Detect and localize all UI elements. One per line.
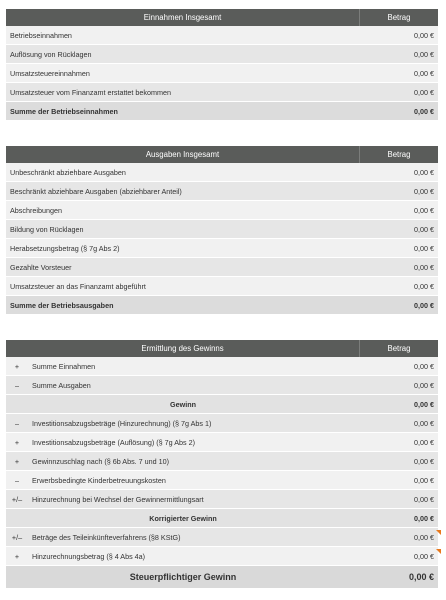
table-row xyxy=(6,64,438,83)
sum-value: 0,00 € xyxy=(414,300,434,310)
row-value: 0,00 € xyxy=(414,243,434,253)
row-value: 0,00 € xyxy=(414,456,434,466)
table-row xyxy=(6,83,438,102)
ausgaben-table xyxy=(6,146,438,315)
table-row xyxy=(6,45,438,64)
ausgaben-header-title: Ausgaben Insgesamt xyxy=(6,146,360,163)
einnahmen-header-title: Einnahmen Insgesamt xyxy=(6,9,360,26)
final-value: 0,00 € xyxy=(408,572,434,582)
row-value: 0,00 € xyxy=(414,186,434,196)
table-row xyxy=(6,414,438,433)
row-label: Gewinnzuschlag nach (§ 6b Abs. 7 und 10) xyxy=(32,456,170,466)
operator: + xyxy=(14,361,20,371)
row-value: 0,00 € xyxy=(414,262,434,272)
einnahmen-header-betrag: Betrag xyxy=(387,13,411,22)
operator: +/– xyxy=(11,494,23,504)
table-row xyxy=(6,277,438,296)
row-label: Beschränkt abziehbare Ausgaben (abziehbarer Anteil) xyxy=(10,186,182,196)
row-label: Hinzurechnungsbetrag (§ 4 Abs 4a) xyxy=(32,551,146,561)
row-label: Herabsetzungsbetrag (§ 7g Abs 2) xyxy=(10,243,120,253)
row-label: Hinzurechnung bei Wechsel der Gewinnermittlungsart xyxy=(32,494,204,504)
operator: – xyxy=(15,418,19,428)
final-label: Steuerpflichtiger Gewinn xyxy=(129,572,237,582)
row-value: 0,00 € xyxy=(414,87,434,97)
table-row xyxy=(6,528,438,547)
row-value: 0,00 € xyxy=(414,281,434,291)
table-row xyxy=(6,490,438,509)
gewinn-header-title: Ermittlung des Gewinns xyxy=(6,340,360,357)
einnahmen-sum-row xyxy=(6,102,438,121)
row-value: 0,00 € xyxy=(414,205,434,215)
operator: – xyxy=(15,380,19,390)
ausgaben-sum-row xyxy=(6,296,438,315)
final-total-row xyxy=(6,566,438,589)
editable-value-cell[interactable]: 0,00 € xyxy=(360,533,438,542)
row-label: Unbeschränkt abziehbare Ausgaben xyxy=(10,167,126,177)
table-row xyxy=(6,163,438,182)
row-label: Umsatzsteuer an das Finanzamt abgeführt xyxy=(10,281,146,291)
row-value: 0,00 € xyxy=(414,418,434,428)
row-value: 0,00 € xyxy=(414,49,434,59)
table-row xyxy=(6,376,438,395)
row-value: 0,00 € xyxy=(414,380,434,390)
editable-value-cell[interactable]: 0,00 € xyxy=(360,552,438,561)
row-label: Betriebseinnahmen xyxy=(10,30,72,40)
subtotal-label: Gewinn xyxy=(170,399,196,409)
row-label: Summe Einnahmen xyxy=(32,361,96,371)
operator: + xyxy=(14,437,20,447)
row-value: 0,00 € xyxy=(414,224,434,234)
operator: +/– xyxy=(11,532,23,542)
sum-label: Summe der Betriebseinnahmen xyxy=(10,106,118,116)
table-row xyxy=(6,547,438,566)
table-row xyxy=(6,26,438,45)
gewinn-header-betrag: Betrag xyxy=(387,344,411,353)
subtotal-value: 0,00 € xyxy=(414,513,434,523)
row-value: 0,00 € xyxy=(414,30,434,40)
einnahmen-table xyxy=(6,9,438,121)
operator: + xyxy=(14,456,20,466)
ausgaben-header-betrag: Betrag xyxy=(387,150,411,159)
gewinn-subtotal-row xyxy=(6,395,438,414)
table-row xyxy=(6,357,438,376)
table-row xyxy=(6,452,438,471)
table-row xyxy=(6,471,438,490)
row-label: Abschreibungen xyxy=(10,205,62,215)
row-value: 0,00 € xyxy=(414,361,434,371)
table-row xyxy=(6,239,438,258)
korrigiert-subtotal-row xyxy=(6,509,438,528)
row-label: Umsatzsteuereinnahmen xyxy=(10,68,90,78)
row-label: Gezahlte Vorsteuer xyxy=(10,262,72,272)
sum-label: Summe der Betriebsausgaben xyxy=(10,300,114,310)
gewinn-header xyxy=(6,340,438,357)
row-value: 0,00 € xyxy=(414,494,434,504)
row-label: Erwerbsbedingte Kinderbetreuungskosten xyxy=(32,475,166,485)
row-label: Summe Ausgaben xyxy=(32,380,91,390)
row-value: 0,00 € xyxy=(414,437,434,447)
operator: – xyxy=(15,475,19,485)
table-row xyxy=(6,201,438,220)
gewinn-table xyxy=(6,340,438,589)
table-row xyxy=(6,182,438,201)
subtotal-value: 0,00 € xyxy=(414,399,434,409)
row-label: Bildung von Rücklagen xyxy=(10,224,84,234)
sum-value: 0,00 € xyxy=(414,106,434,116)
operator: + xyxy=(14,551,20,561)
table-row xyxy=(6,433,438,452)
row-label: Umsatzsteuer vom Finanzamt erstattet bekommen xyxy=(10,87,171,97)
row-value: 0,00 € xyxy=(414,167,434,177)
row-value: 0,00 € xyxy=(414,475,434,485)
row-label: Investitionsabzugsbeträge (Auflösung) (§ 7g Abs 2) xyxy=(32,437,196,447)
table-row xyxy=(6,258,438,277)
einnahmen-header xyxy=(6,9,438,26)
table-row xyxy=(6,220,438,239)
row-label: Auflösung von Rücklagen xyxy=(10,49,92,59)
row-value: 0,00 € xyxy=(414,68,434,78)
ausgaben-header xyxy=(6,146,438,163)
row-label: Investitionsabzugsbeträge (Hinzurechnung) (§ 7g Abs 1) xyxy=(32,418,212,428)
row-label: Beträge des Teileinkünfteverfahrens (§8 KStG) xyxy=(32,532,181,542)
subtotal-label: Korrigierter Gewinn xyxy=(149,513,217,523)
